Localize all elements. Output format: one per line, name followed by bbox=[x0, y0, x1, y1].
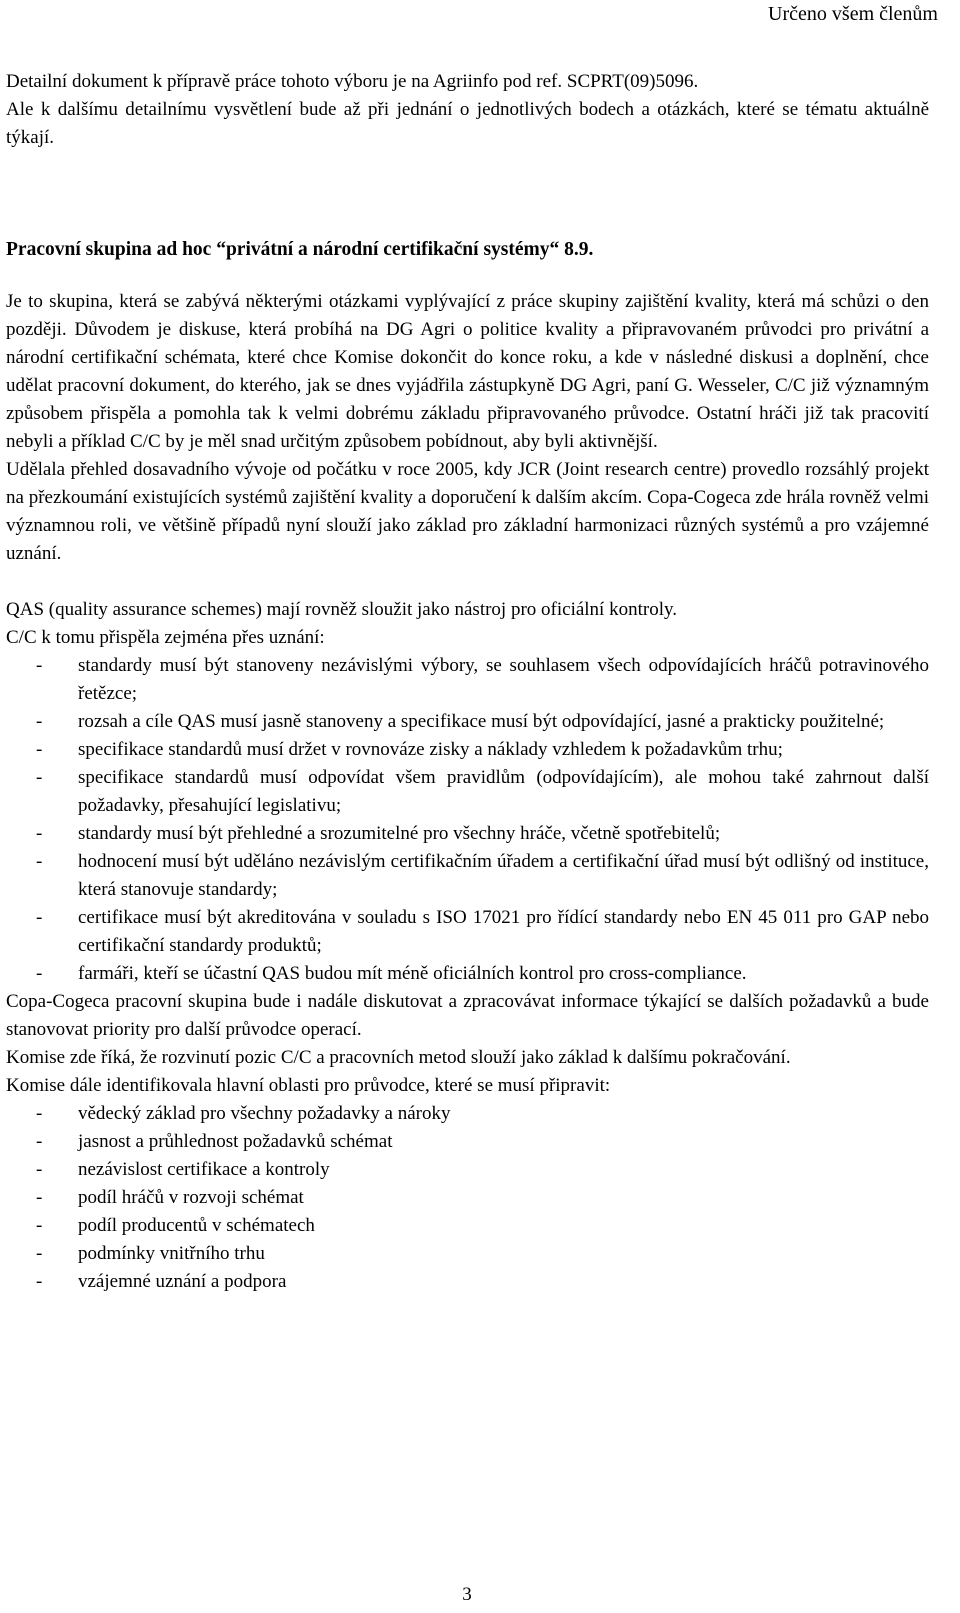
paragraph-4: C/C k tomu přispěla zejména přes uznání: bbox=[6, 627, 325, 648]
list-item: - standardy musí být přehledné a srozumitelné pro všechny hráče, včetně spotřebitelů; bbox=[6, 820, 929, 848]
page-number: 3 bbox=[462, 1584, 472, 1605]
requirements-list bbox=[6, 652, 929, 988]
header-audience: Určeno všem členům bbox=[768, 3, 938, 25]
guide-areas-list bbox=[6, 1100, 929, 1296]
list-item: - podmínky vnitřního trhu bbox=[6, 1240, 929, 1268]
list-item: - jasnost a průhlednost požadavků schémat bbox=[6, 1128, 929, 1156]
list-item: - vědecký základ pro všechny požadavky a nároky bbox=[6, 1100, 929, 1128]
list-item: - hodnocení musí být uděláno nezávislým certifikačním úřadem a certifikační úřad musí být odlišný od instituce, která stanovuje standardy; bbox=[6, 848, 929, 904]
list-item: - rozsah a cíle QAS musí jasně stanoveny a specifikace musí být odpovídající, jasné a prakticky použitelné; bbox=[6, 708, 929, 736]
list-item: - nezávislost certifikace a kontroly bbox=[6, 1156, 929, 1184]
list-item: - vzájemné uznání a podpora bbox=[6, 1268, 929, 1296]
document-body bbox=[6, 68, 929, 1296]
list-item: - certifikace musí být akreditována v souladu s ISO 17021 pro řídící standardy nebo EN 45 011 pro GAP nebo certifikační standardy produktů; bbox=[6, 904, 929, 960]
paragraph-7: Komise dále identifikovala hlavní oblasti pro průvodce, které se musí připravit: bbox=[6, 1075, 611, 1096]
list-item: - specifikace standardů musí odpovídat všem pravidlům (odpovídajícím), ale mohou také zahrnout další požadavky, přesahující legislativu; bbox=[6, 764, 929, 820]
intro-line-2: Ale k dalšímu detailnímu vysvětlení bude až při jednání o jednotlivých bodech a otázkách, které se tématu aktuálně týkají. bbox=[6, 99, 929, 148]
list-item: - farmáři, kteří se účastní QAS budou mít méně oficiálních kontrol pro cross-compliance. bbox=[6, 960, 929, 988]
paragraph-2: Udělala přehled dosavadního vývoje od počátku v roce 2005, kdy JCR (Joint research centre) provedlo rozsáhlý projekt na přezkoumání existujících systémů zajištění kvality a doporučení k dalším akcím. Copa-Cogeca zde hrála rovněž velmi významnou roli, ve většině případů nyní slouží jako základ pro základní harmonizaci různých systémů a pro vzájemné uznání. bbox=[6, 459, 929, 564]
section-heading: Pracovní skupina ad hoc “privátní a národní certifikační systémy“ 8.9. bbox=[6, 239, 594, 260]
list-item: - standardy musí být stanoveny nezávislými výbory, se souhlasem všech odpovídajících hráčů potravinového řetězce; bbox=[6, 652, 929, 708]
paragraph-1: Je to skupina, která se zabývá některými otázkami vyplývající z práce skupiny zajištění kvality, která má schůzi o den později. Důvodem je diskuse, která probíhá na DG Agri o politice kvality a připravovaném průvodci pro privátní a národní certifikační schémata, které chce Komise dokončit do konce roku, a kde v následné diskusi a doplnění, chce udělat pracovní dokument, do kterého, jak se dnes vyjádřila zástupkyně DG Agri, paní G. Wesseler, C/C již významným způsobem přispěla a pomohla tak k velmi dobrému základu připravovaného průvodce. Ostatní hráči již tak pracovití nebyli a příklad C/C by je měl snad určitým způsobem pobídnout, aby byli aktivnější. bbox=[6, 291, 929, 452]
paragraph-6: Komise zde říká, že rozvinutí pozic C/C a pracovních metod slouží jako základ k dalšímu pokračování. bbox=[6, 1047, 791, 1068]
list-item: - podíl producentů v schématech bbox=[6, 1212, 929, 1240]
intro-line-1: Detailní dokument k přípravě práce tohoto výboru je na Agriinfo pod ref. SCPRT(09)5096. bbox=[6, 71, 699, 92]
paragraph-5: Copa-Cogeca pracovní skupina bude i nadále diskutovat a zpracovávat informace týkající se dalších požadavků a bude stanovovat priority pro další průvodce operací. bbox=[6, 991, 929, 1040]
list-item: - podíl hráčů v rozvoji schémat bbox=[6, 1184, 929, 1212]
paragraph-3: QAS (quality assurance schemes) mají rovněž sloužit jako nástroj pro oficiální kontroly. bbox=[6, 599, 677, 620]
list-item: - specifikace standardů musí držet v rovnováze zisky a náklady vzhledem k požadavkům trhu; bbox=[6, 736, 929, 764]
